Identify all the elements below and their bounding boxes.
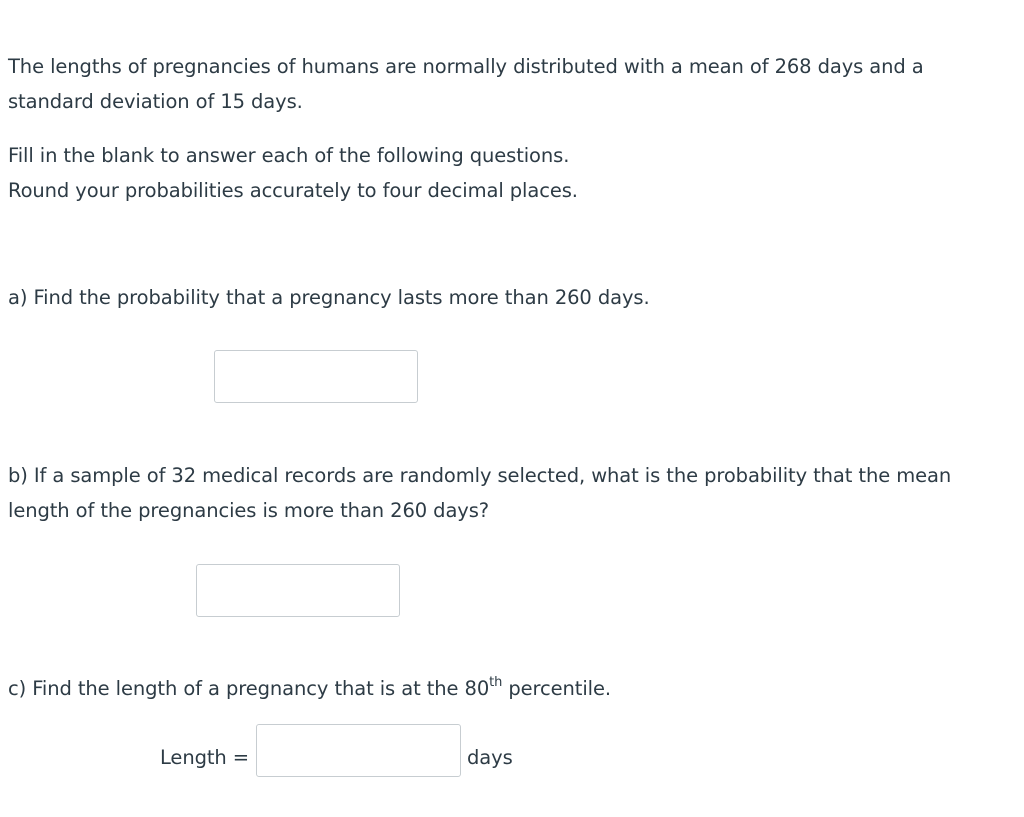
instructions-line-2: Round your probabilities accurately to four decimal places. (8, 179, 578, 202)
days-unit-label: days (467, 746, 513, 769)
instructions-line-1: Fill in the blank to answer each of the following questions. (8, 144, 570, 167)
intro-line-1: The lengths of pregnancies of humans are normally distributed with a mean of 268 days and a (8, 55, 924, 78)
question-c-text-after: percentile. (502, 677, 611, 700)
length-label: Length = (160, 746, 249, 769)
question-c-text (8, 671, 611, 706)
intro-line-2: standard deviation of 15 days. (8, 90, 303, 113)
question-a-answer-input[interactable] (214, 350, 418, 403)
question-b-answer-input[interactable] (196, 564, 400, 617)
question-c-length-input[interactable] (256, 724, 461, 777)
question-b-line-1: b) If a sample of 32 medical records are randomly selected, what is the probability that the mean (8, 464, 952, 487)
question-a-text: a) Find the probability that a pregnancy lasts more than 260 days. (8, 286, 650, 309)
question-c-superscript: th (489, 674, 503, 690)
question-c-text-before: c) Find the length of a pregnancy that is at the 80 (8, 677, 490, 700)
question-b-line-2: length of the pregnancies is more than 260 days? (8, 499, 490, 522)
